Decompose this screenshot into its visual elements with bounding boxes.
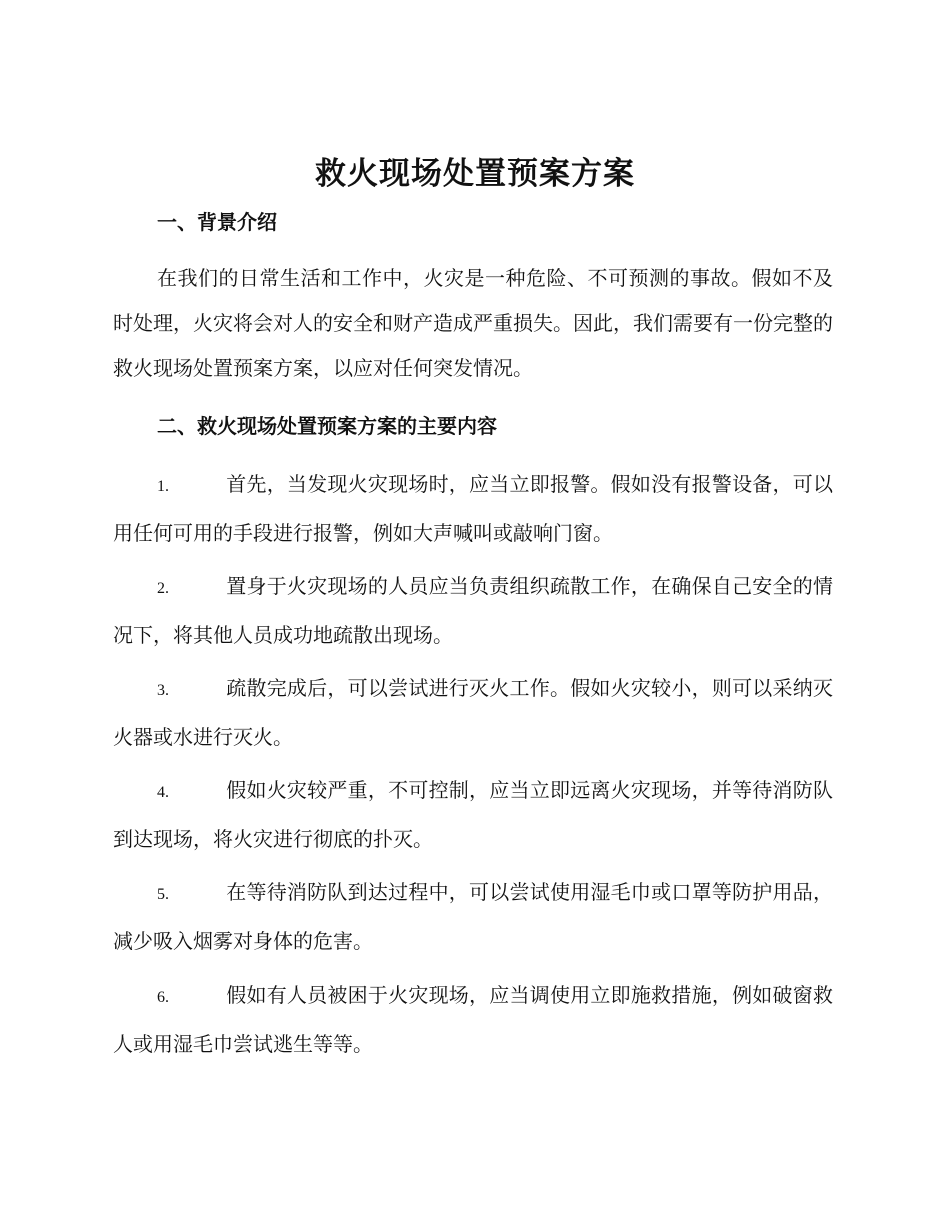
list-item-number: 3. xyxy=(157,682,169,699)
list-item-text: 假如有人员被困于火灾现场，应当调使用立即施救措施，例如破窗救人或用湿毛巾尝试逃生等等。 xyxy=(113,983,833,1056)
list-item xyxy=(113,563,833,658)
document-title: 救火现场处置预案方案 xyxy=(315,156,635,192)
list-item-text: 置身于火灾现场的人员应当负责组织疏散工作，在确保自己安全的情况下，将其他人员成功地疏散出现场。 xyxy=(113,574,833,647)
list-item-number: 1. xyxy=(157,478,169,495)
list-item-text: 首先，当发现火灾现场时，应当立即报警。假如没有报警设备，可以用任何可用的手段进行报警，例如大声喊叫或敲响门窗。 xyxy=(113,472,833,545)
list-item xyxy=(113,767,833,862)
section-heading-background: 一、背景介绍 xyxy=(157,210,277,234)
list-item xyxy=(113,972,833,1067)
background-paragraph: 在我们的日常生活和工作中，火灾是一种危险、不可预测的事故。假如不及时处理，火灾将会对人的安全和财产造成严重损失。因此，我们需要有一份完整的救火现场处置预案方案，以应对任何突发情况。 xyxy=(113,266,833,380)
list-item xyxy=(113,461,833,556)
list-item-text: 疏散完成后，可以尝试进行灭火工作。假如火灾较小，则可以采纳灭火器或水进行灭火。 xyxy=(113,676,833,749)
list-item-number: 2. xyxy=(157,580,169,597)
list-item-text: 在等待消防队到达过程中，可以尝试使用湿毛巾或口罩等防护用品，减少吸入烟雾对身体的危害。 xyxy=(113,880,833,953)
list-item xyxy=(113,665,833,760)
list-item-number: 5. xyxy=(157,886,169,903)
list-item-number: 6. xyxy=(157,989,169,1006)
section-heading-main-content: 二、救火现场处置预案方案的主要内容 xyxy=(157,414,497,438)
list-item-text: 假如火灾较严重，不可控制，应当立即远离火灾现场，并等待消防队到达现场，将火灾进行彻底的扑灭。 xyxy=(113,778,833,851)
list-item xyxy=(113,869,833,964)
list-item-number: 4. xyxy=(157,784,169,801)
